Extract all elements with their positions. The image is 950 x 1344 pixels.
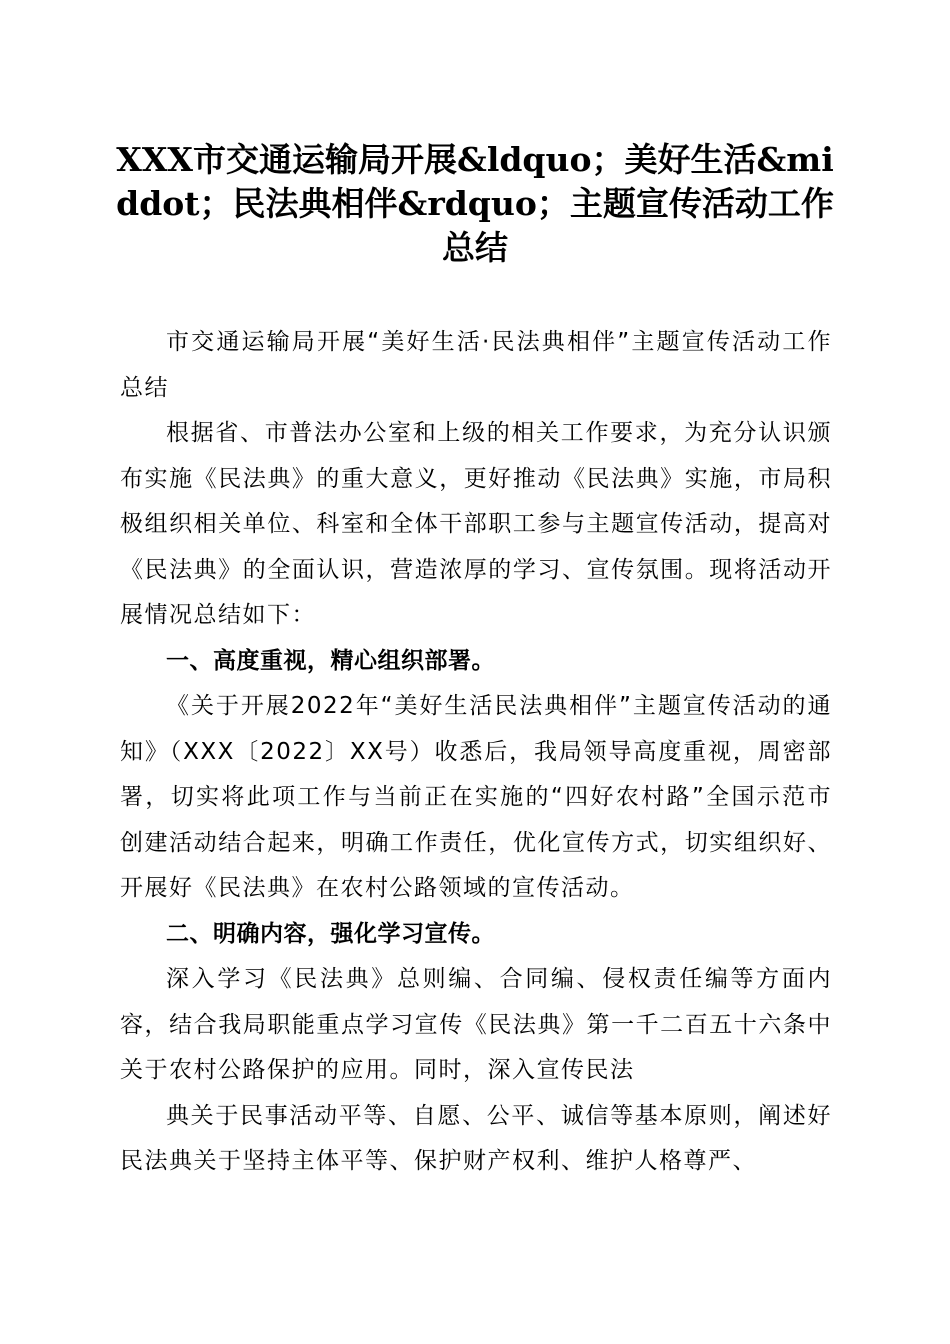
paragraph-section-2: 深入学习《民法典》总则编、合同编、侵权责任编等方面内容，结合我局职能重点学习宣传《民法典》第一千二百五十六条中关于农村公路保护的应用。同时，深入宣传民法 xyxy=(120,966,832,1083)
section-heading-2: 二、明确内容，强化学习宣传。 xyxy=(166,920,495,947)
section-heading-1: 一、高度重视，精心组织部署。 xyxy=(166,647,495,674)
paragraph-section-2-continued: 典关于民事活动平等、自愿、公平、诚信等基本原则，阐述好民法典关于坚持主体平等、保护财产权利、维护人格尊严、 xyxy=(120,1102,832,1174)
document-body xyxy=(120,320,832,1185)
paragraph-subtitle: 市交通运输局开展“美好生活·民法典相伴”主题宣传活动工作总结 xyxy=(120,329,832,401)
document-title: XXX市交通运输局开展&ldquo；美好生活&middot；民法典相伴&rdquo；主题宣传活动工作总结 xyxy=(116,140,834,267)
paragraph-section-1: 《关于开展2022年“美好生活民法典相伴”主题宣传活动的通知》（XXX〔2022〕XX号）收悉后，我局领导高度重视，周密部署，切实将此项工作与当前正在实施的“四好农村路”全国示范市创建活动结合起来，明确工作责任，优化宣传方式，切实组织好、开展好《民法典》在农村公路领域的宣传活动。 xyxy=(120,693,832,901)
paragraph-intro: 根据省、市普法办公室和上级的相关工作要求，为充分认识颁布实施《民法典》的重大意义，更好推动《民法典》实施，市局积极组织相关单位、科室和全体干部职工参与主题宣传活动，提高对《民法典》的全面认识，营造浓厚的学习、宣传氛围。现将活动开展情况总结如下： xyxy=(120,420,832,628)
